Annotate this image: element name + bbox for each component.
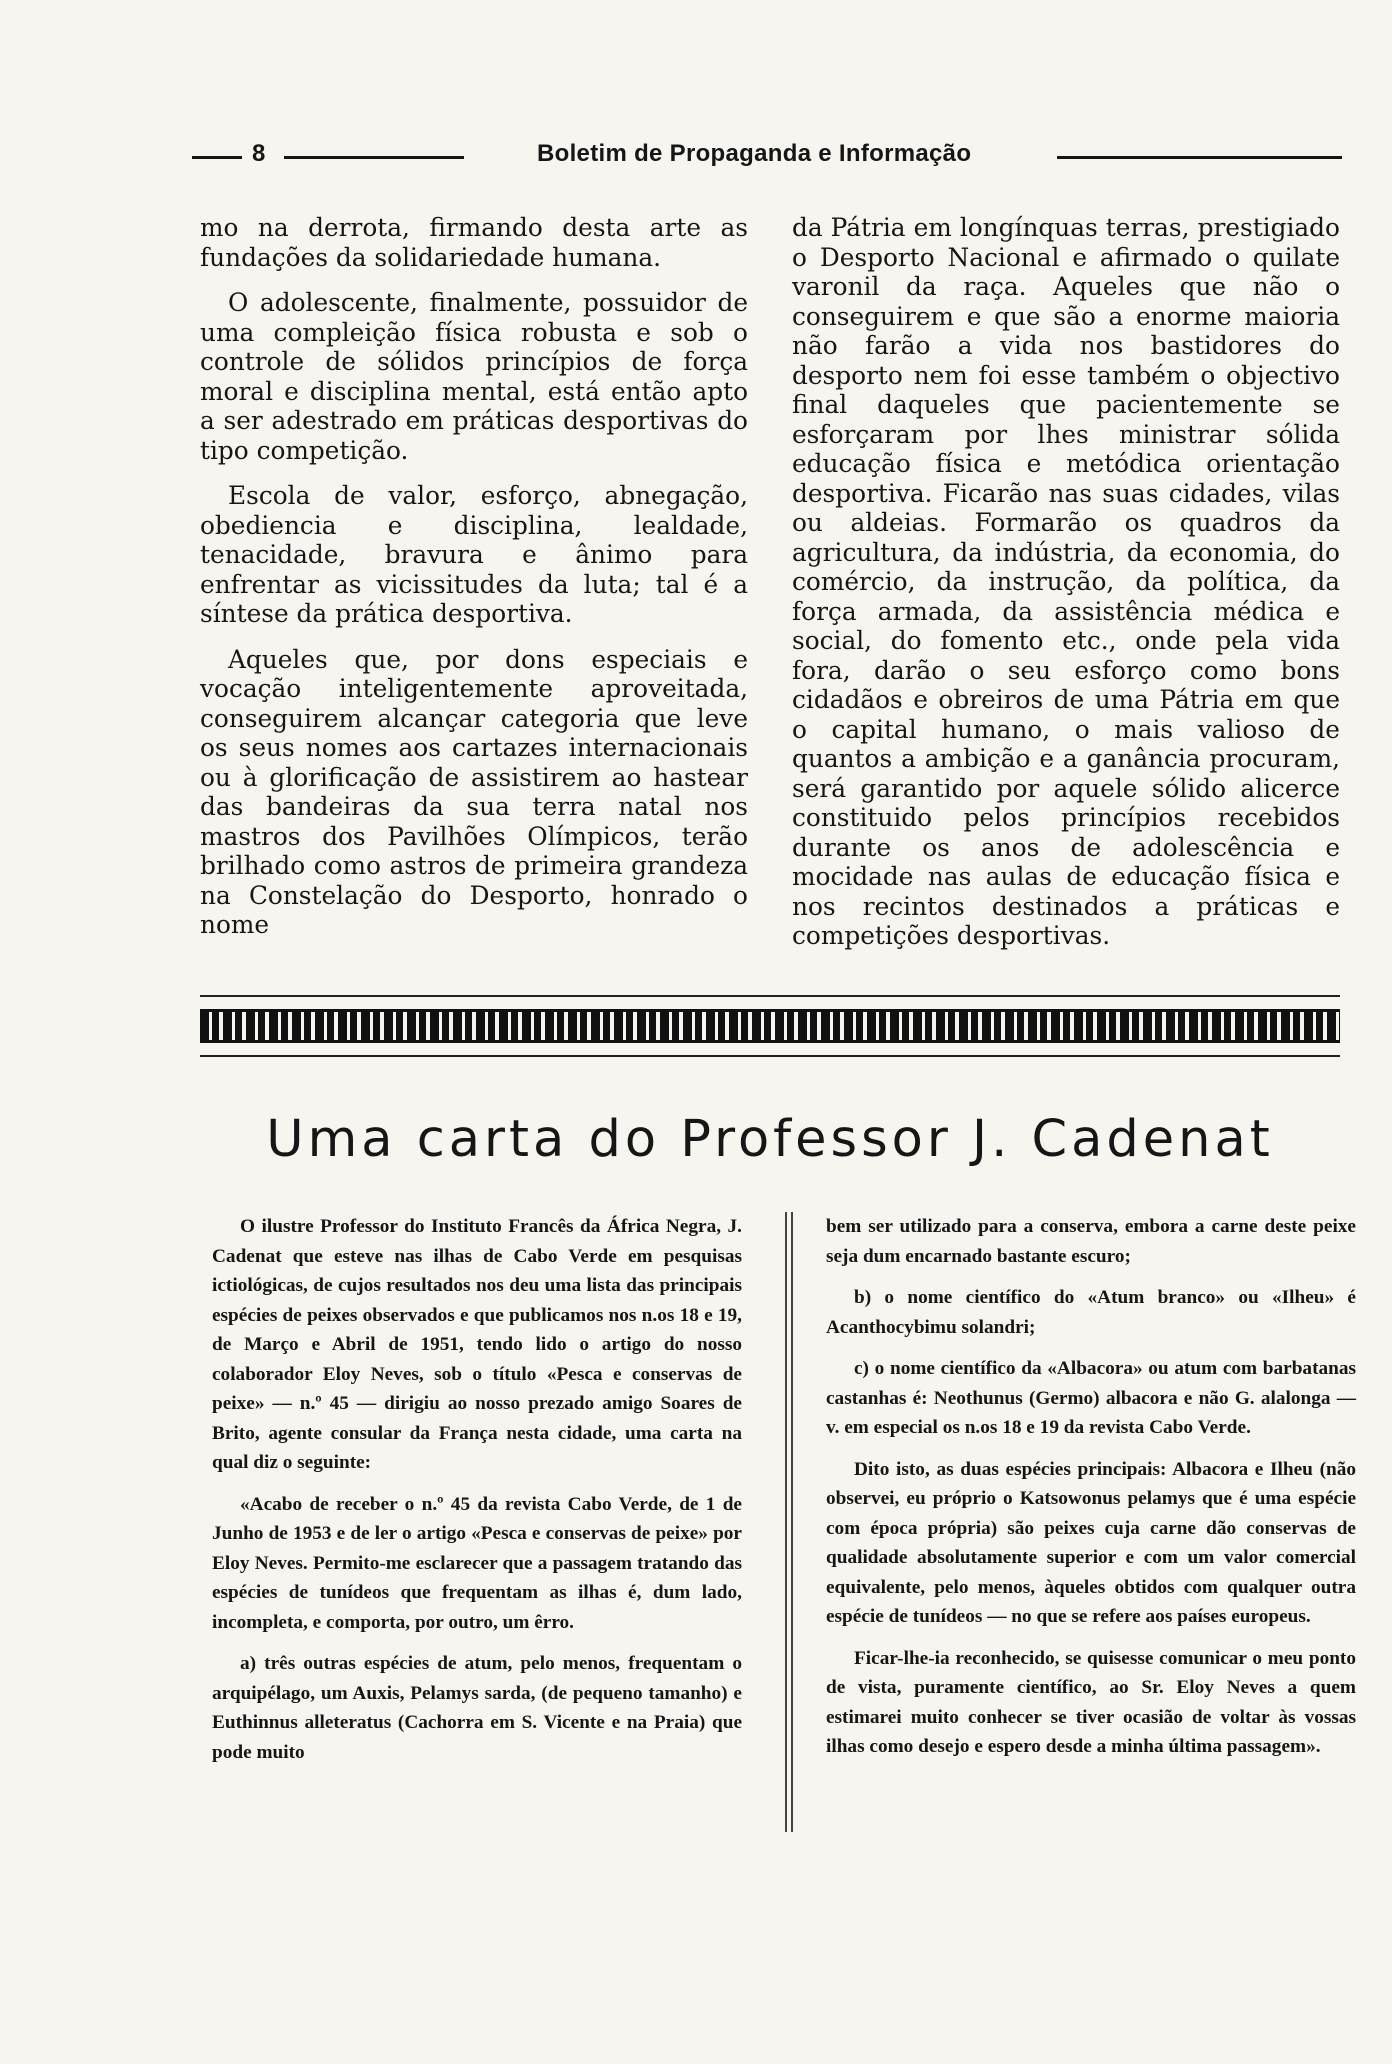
paragraph: «Acabo de receber o n.º 45 da revista Cabo Verde, de 1 de Junho de 1953 e de ler o artigo «Pesca e conservas de peixe» por Eloy Neves. Permito-me esclarecer que a passagem tratando das espécies de tunídeos que frequentam as ilhas é, dum lado, incompleta, e comporta, por outro, um êrro. <box>212 1493 742 1633</box>
paragraph: O ilustre Professor do Instituto Francês da África Negra, J. Cadenat que esteve nas ilhas de Cabo Verde em pesquisas ictiológicas, de cujos resultados nos deu uma lista das principais espécies de peixes observados e que publicamos nos n.os 18 e 19, de Março e Abril de 1951, tendo lido o artigo do nosso colaborador Eloy Neves, sob o título «Pesca e conservas de peixe» — n.º 45 — dirigiu ao nosso prezado amigo Soares de Brito, agente consular da França nesta cidade, uma carta na qual diz o seguinte: <box>212 1216 742 1473</box>
ornament-band <box>200 1009 1340 1043</box>
paragraph: c) o nome científico da «Albacora» ou atum com barbatanas castanhas é: Neothunus (Germo) albacora e não G. alalonga — v. em especial os n.os 18 e 19 da revista Cabo Verde. <box>826 1358 1356 1438</box>
paragraph: Escola de valor, esforço, abnegação, obediencia e disciplina, lealdade, tenacidade, bravura e ânimo para enfrentar as vicissitudes da luta; tal é a síntese da prática desportiva. <box>200 481 748 628</box>
paragraph: bem ser utilizado para a conserva, embora a carne deste peixe seja dum encarnado bastante escuro; <box>826 1216 1356 1267</box>
divider-rule <box>200 1055 1340 1057</box>
header-rule-mid <box>284 156 464 159</box>
paragraph: a) três outras espécies de atum, pelo menos, frequentam o arquipélago, um Auxis, Pelamys sarda, (de pequeno tamanho) e Euthinnus alleteratus (Cachorra em S. Vicente e na Praia) que pode muito <box>212 1653 742 1763</box>
paragraph: da Pátria em longínquas terras, prestigiado o Desporto Nacional e afirmado o quilate varonil da raça. Aqueles que não o conseguirem e que são a enorme maioria não farão a vida nos bastidores do desporto nem foi esse também o objectivo final daqueles que pacientemente se esforçaram por lhes ministrar sólida educação física e metódica orientação desportiva. Ficarão nas suas cidades, vilas ou aldeias. Formarão os quadros da agricultura, da indústria, da economia, do comércio, da instrução, da política, da força armada, da assistência médica e social, do fomento etc., onde pela vida fora, darão o seu esforço como bons cidadãos e obreiros de uma Pátria em que o capital humano, o mais valioso de quantos a ambição e a ganância procuram, será garantido por aquele sólido alicerce constituido pelos princípios recebidos durante os anos de adolescência e mocidade nas aulas de educação física e nos recintos destinados a práticas e competições desportivas. <box>792 213 1340 950</box>
page-number: 8 <box>252 140 266 167</box>
header-rule-left <box>192 156 242 159</box>
paragraph: Dito isto, as duas espécies principais: Albacora e Ilheu (não observei, eu próprio o Katsowonus pelamys que é uma espécie com época própria) são peixes cuja carne dão conservas de qualidade absolutamente superior e com um valor comercial equivalente, pelo menos, àqueles obtidos com qualquer outra espécie de tunídeos — no que se refere aos países europeus. <box>826 1458 1356 1627</box>
header-rule-right <box>1057 156 1342 159</box>
article-column-left <box>200 213 748 956</box>
paragraph: O adolescente, finalmente, possuidor de uma compleição física robusta e sob o controle de sólidos princípios de força moral e disciplina mental, está então apto a ser adestrado em práticas desportivas do tipo competição. <box>200 288 748 465</box>
paragraph: b) o nome científico do «Atum branco» ou «Ilheu» é Acanthocybimu solandri; <box>826 1287 1356 1338</box>
paragraph: mo na derrota, firmando desta arte as fundações da solidariedade humana. <box>200 213 748 272</box>
ornamental-divider <box>200 995 1340 1067</box>
letter-title: Uma carta do Professor J. Cadenat <box>266 1110 1274 1169</box>
letter-column-right <box>826 1212 1356 1774</box>
running-header <box>192 140 1342 174</box>
paragraph: Aqueles que, por dons especiais e vocação inteligentemente aproveitada, conseguirem alcançar categoria que leve os seus nomes aos cartazes internacionais ou à glorificação de assistirem ao hastear das bandeiras da sua terra natal nos mastros dos Pavilhões Olímpicos, terão brilhado como astros de primeira grandeza na Constelação do Desporto, honrado o nome <box>200 644 748 939</box>
column-separator <box>785 1212 793 1832</box>
publication-title: Boletim de Propaganda e Informação <box>537 140 972 167</box>
divider-rule <box>200 995 1340 997</box>
article-column-right <box>792 213 1340 967</box>
paragraph: Ficar-lhe-ia reconhecido, se quisesse comunicar o meu ponto de vista, puramente científico, ao Sr. Eloy Neves a quem estimarei muito conhecer se tiver ocasião de voltar às vossas ilhas como desejo e espero desde a minha última passagem». <box>826 1647 1356 1757</box>
letter-column-left <box>212 1212 742 1779</box>
